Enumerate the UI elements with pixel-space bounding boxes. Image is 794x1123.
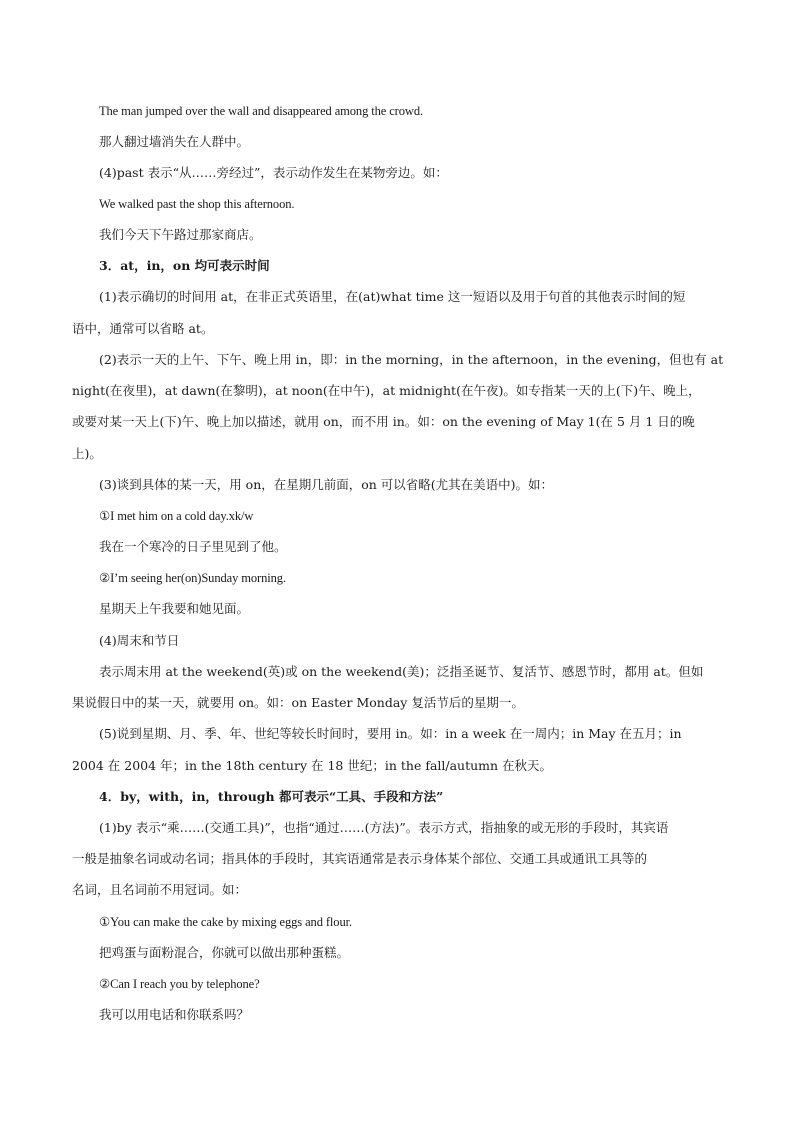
section-heading: 4．by，with，in，through 都可表示“工具、手段和方法” <box>99 789 444 804</box>
text-line: ①You can make the cake by mixing eggs and flour. <box>99 915 353 929</box>
text-line: (4)周末和节日 <box>99 633 180 648</box>
text-line: The man jumped over the wall and disappeared among the crowd. <box>99 104 423 118</box>
text-line: 上)。 <box>72 446 102 461</box>
text-line: 表示周末用 at the weekend(英)或 on the weekend(美)；泛指圣诞节、复活节、感恩节时，都用 at。但如 <box>99 664 704 679</box>
text-line: We walked past the shop this afternoon. <box>99 197 295 211</box>
text-line: 一般是抽象名词或动名词；指具体的手段时，其宾语通常是表示身体某个部位、交通工具或通讯工具等的 <box>72 851 648 866</box>
text-line: 把鸡蛋与面粉混合，你就可以做出那种蛋糕。 <box>99 945 350 960</box>
text-line: (3)谈到具体的某一天，用 on，在星期几前面，on 可以省略(尤其在美语中)。如： <box>99 477 554 492</box>
text-line: 我在一个寒冷的日子里见到了他。 <box>99 539 287 554</box>
text-line: (1)by 表示“乘……(交通工具)”，也指“通过……(方法)”。表示方式，指抽象的或无形的手段时，其宾语 <box>99 820 669 835</box>
text-line: 星期天上午我要和她见面。 <box>99 601 250 616</box>
text-line: 我们今天下午路过那家商店。 <box>99 227 262 242</box>
text-line: (5)说到星期、月、季、年、世纪等较长时间时，要用 in。如：in a week 在一周内；in May 在五月；in <box>99 726 682 741</box>
text-line: 我可以用电话和你联系吗？ <box>99 1007 250 1022</box>
text-line: (2)表示一天的上午、下午、晚上用 in，即：in the morning，in the afternoon，in the evening，但也有 at <box>99 352 724 367</box>
text-line: (4)past 表示“从……旁经过”，表示动作发生在某物旁边。如： <box>99 165 448 180</box>
text-line: night(在夜里)，at dawn(在黎明)，at noon(在中午)，at midnight(在午夜)。如专指某一天的上(下)午、晚上， <box>72 383 701 398</box>
text-line: 果说假日中的某一天，就要用 on。如：on Easter Monday 复活节后的星期一。 <box>72 695 524 710</box>
text-line: ②I’m seeing her(on)Sunday morning. <box>99 571 286 585</box>
text-line: 那人翻过墙消失在人群中。 <box>99 134 250 149</box>
text-line: 名词，且名词前不用冠词。如： <box>72 882 248 897</box>
text-line: 2004 在 2004 年；in the 18th century 在 18 世纪；in the fall/autumn 在秋天。 <box>72 758 553 773</box>
section-heading: 3．at，in，on 均可表示时间 <box>99 258 270 273</box>
text-line: ②Can I reach you by telephone? <box>99 977 260 991</box>
document-page <box>72 0 724 1123</box>
text-line: 或要对某一天上(下)午、晚上加以描述，就用 on，而不用 in。如：on the evening of May 1(在 5 月 1 日的晚 <box>72 414 695 429</box>
text-line: (1)表示确切的时间用 at，在非正式英语里，在(at)what time 这一短语以及用于句首的其他表示时间的短 <box>99 289 686 304</box>
text-line: 语中，通常可以省略 at。 <box>72 321 214 336</box>
text-line: ①I met him on a cold day.xk/w <box>99 509 254 523</box>
